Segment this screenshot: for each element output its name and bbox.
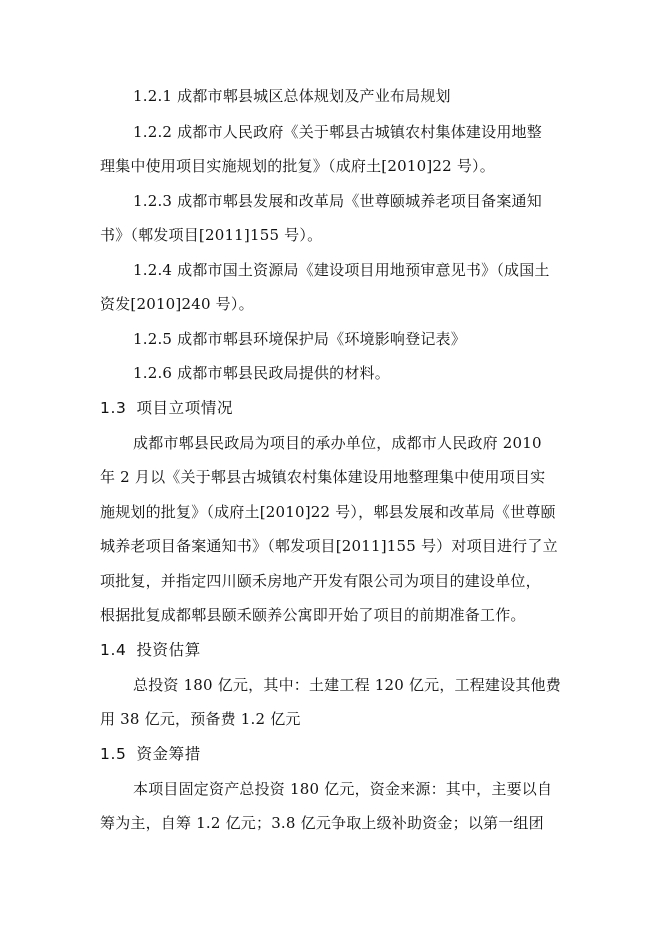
section-heading-1-4	[100, 640, 201, 660]
section-1-3-line-6: 根据批复成都郫县颐禾颐养公寓即开始了项目的前期准备工作。	[100, 606, 526, 624]
reference-6-line-1: 1.2.6 成都市郫县民政局提供的材料。	[133, 364, 390, 382]
reference-1-line-1: 1.2.1 成都市郫县城区总体规划及产业布局规划	[133, 87, 451, 105]
reference-5-line-1: 1.2.5 成都市郫县环境保护局《环境影响登记表》	[133, 330, 466, 348]
section-1-3-line-5: 项批复，并指定四川颐禾房地产开发有限公司为项目的建设单位，	[100, 572, 541, 590]
section-1-4-line-1: 总投资 180 亿元，其中：土建工程 120 亿元，工程建设其他费	[133, 676, 561, 694]
section-number: 1.5	[100, 745, 127, 763]
section-heading-1-5	[100, 744, 201, 764]
section-number: 1.4	[100, 641, 127, 659]
section-1-3-line-2: 年 2 月以《关于郫县古城镇农村集体建设用地整理集中使用项目实	[100, 468, 546, 486]
section-title: 项目立项情况	[136, 399, 234, 417]
section-1-5-line-2: 筹为主，自筹 1.2 亿元；3.8 亿元争取上级补助资金；以第一组团	[100, 814, 544, 832]
section-1-3-line-3: 施规划的批复》（成府土[2010]22 号），郫县发展和改革局《世尊颐	[100, 503, 556, 521]
section-title: 资金筹措	[136, 745, 201, 763]
reference-4-line-1: 1.2.4 成都市国土资源局《建设项目用地预审意见书》（成国土	[133, 261, 550, 279]
section-number: 1.3	[100, 399, 127, 417]
reference-2-line-2: 理集中使用项目实施规划的批复》（成府土[2010]22 号）。	[100, 157, 495, 175]
reference-4-line-2: 资发[2010]240 号）。	[100, 295, 254, 313]
section-heading-1-3	[100, 398, 233, 418]
reference-3-line-1: 1.2.3 成都市郫县发展和改革局《世尊颐城养老项目备案通知	[133, 192, 542, 210]
section-1-3-line-4: 城养老项目备案通知书》（郫发项目[2011]155 号）对项目进行了立	[100, 537, 558, 555]
section-1-3-line-1: 成都市郫县民政局为项目的承办单位，成都市人民政府 2010	[133, 434, 542, 452]
section-1-4-line-2: 用 38 亿元，预备费 1.2 亿元	[100, 710, 301, 728]
section-1-5-line-1: 本项目固定资产总投资 180 亿元，资金来源：其中，主要以自	[133, 780, 553, 798]
reference-2-line-1: 1.2.2 成都市人民政府《关于郫县古城镇农村集体建设用地整	[133, 123, 542, 141]
section-title: 投资估算	[136, 641, 201, 659]
reference-3-line-2: 书》（郫发项目[2011]155 号）。	[100, 226, 323, 244]
